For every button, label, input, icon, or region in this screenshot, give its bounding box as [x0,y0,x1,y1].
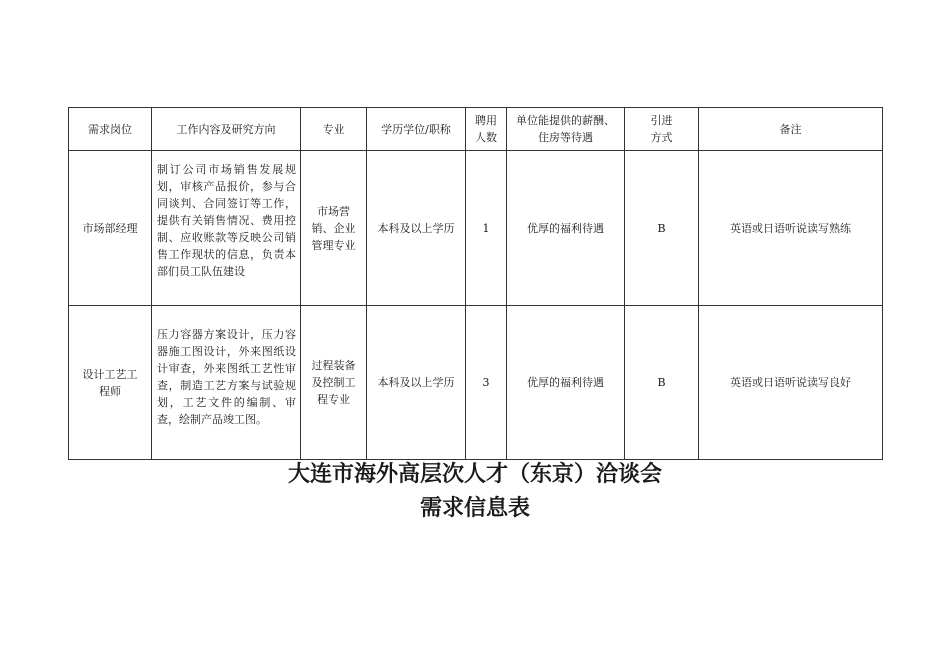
cell-duties [152,306,301,460]
cell-count: 3 [466,306,507,460]
cell-count: 1 [466,151,507,306]
title-line-1: 大连市海外高层次人才（东京）洽谈会 [287,461,662,487]
demand-info-table [68,107,883,460]
cell-position: 市场部经理 [69,151,152,306]
document-title [0,457,950,525]
cell-education: 本科及以上学历 [367,306,466,460]
table-header-row [69,108,883,151]
header-method: 引进 方式 [625,108,699,151]
header-duties: 工作内容及研究方向 [152,108,301,151]
header-major: 专业 [301,108,367,151]
cell-remarks: 英语或日语听说读写熟练 [699,151,883,306]
cell-major: 过程装备 及控制工 程专业 [301,306,367,460]
cell-method: B [625,151,699,306]
cell-major: 市场营 销、企业 管理专业 [301,151,367,306]
cell-position: 设计工艺工 程师 [69,306,152,460]
header-education: 学历学位/职称 [367,108,466,151]
cell-duties [152,151,301,306]
cell-education: 本科及以上学历 [367,151,466,306]
cell-duties-text: 压力容器方案设计，压力容器施工图设计，外来图纸设计审查，外来图纸工艺性审查，制造工艺方案与试验规划，工艺文件的编制、审查，绘制产品竣工图。 [157,328,296,426]
header-remarks: 备注 [699,108,883,151]
table-row [69,151,883,306]
header-count: 聘用 人数 [466,108,507,151]
table-row [69,306,883,460]
cell-remarks: 英语或日语听说读写良好 [699,306,883,460]
title-line-2: 需求信息表 [419,495,530,521]
cell-benefits: 优厚的福利待遇 [507,151,625,306]
cell-duties-text: 制订公司市场销售发展规划，审核产品报价，参与合同谈判、合同签订等工作，提供有关销售情况、费用控制、应收账款等反映公司销售工作现状的信息，负责本部们员工队伍建设 [157,163,296,278]
header-benefits: 单位能提供的薪酬、 住房等待遇 [507,108,625,151]
cell-method: B [625,306,699,460]
cell-benefits: 优厚的福利待遇 [507,306,625,460]
header-position: 需求岗位 [69,108,152,151]
